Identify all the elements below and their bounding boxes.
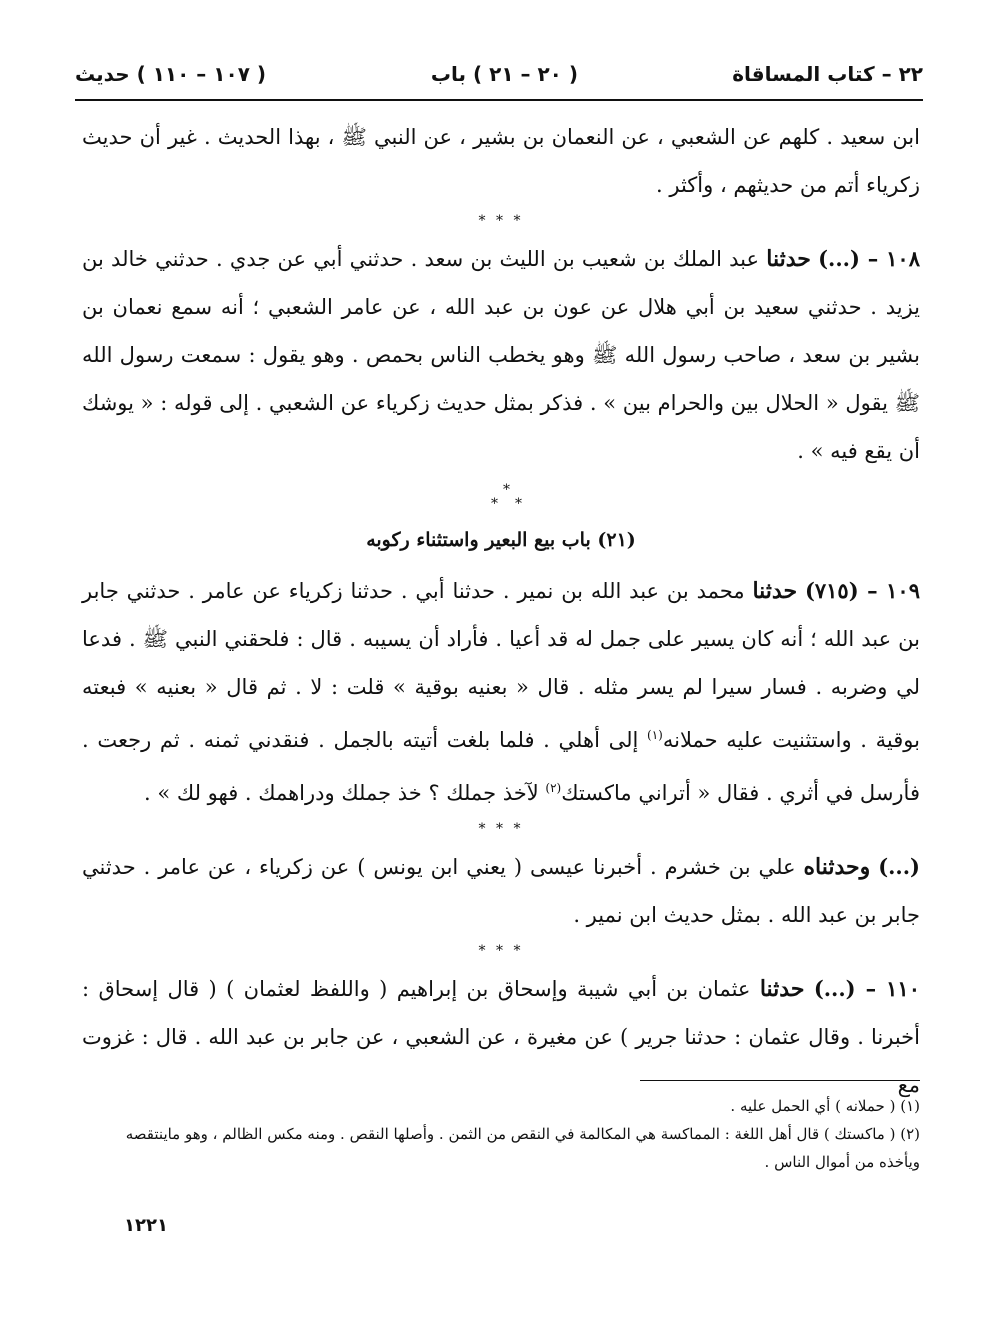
separator-stars: * * * — [478, 943, 524, 959]
hadith-109 — [82, 567, 920, 817]
footnote-2: (٢) ( ماكستك ) قال أهل اللغة : المماكسة هي المكالمة في النقص من الثمن . وأصلها النقص . ومنه مكس الظالم ، وهو ماينتقصه ويأخذه من أموال الناس . — [125, 1125, 920, 1171]
footnote-ref-1[interactable]: (١) — [647, 728, 663, 742]
paragraph-continuation: ابن سعيد . كلهم عن الشعبي ، عن النعمان بن بشير ، عن النبي ﷺ ، بهذا الحديث . غير أن حديث زكرياء أتم من حديثهم ، وأكثر . — [82, 125, 920, 197]
hadith-number: ١٠٨ – (...) — [818, 246, 920, 271]
footnotes — [82, 1092, 920, 1176]
running-header — [75, 62, 923, 92]
separator-stars: * * * — [478, 213, 524, 229]
hadith-text-end: لآخذ جملك ؟ خذ جملك ودراهمك . فهو لك » . — [144, 781, 539, 805]
hadith-text: عثمان بن أبي شيبة وإسحاق بن إبراهيم ( واللفظ لعثمان ) ( قال إسحاق : أخبرنا . وقال عثمان : حدثنا جرير ) عن مغيرة ، عن الشعبي ، عن جابر بن عبد الله . قال : غزوت مع — [82, 977, 920, 1097]
header-hadith-range: ( ١٠٧ – ١١٠ ) حديث — [75, 62, 267, 86]
narration-keyword: حدثنا — [752, 578, 798, 604]
hadith-text: علي بن خشرم . أخبرنا عيسى ( يعني ابن يونس ) عن زكرياء ، عن عامر . حدثني جابر بن عبد الله . بمثل حديث ابن نمير . — [82, 855, 920, 927]
separator-triad — [82, 479, 920, 515]
hadith-108 — [82, 235, 920, 475]
hadith-110 — [82, 965, 920, 1109]
narration-keyword: حدثنا — [766, 246, 811, 272]
footnote-1: (١) ( حملانه ) أي الحمل عليه . — [730, 1097, 920, 1115]
hadith-text: محمد بن عبد الله بن نمير . حدثنا أبي . حدثنا زكرياء عن عامر . حدثني جابر بن عبد الله ؛ أنه كان يسير على جمل له قد أعيا . فأراد أن يسيبه . قال : فلحقني النبي ﷺ . فدعا لي وضربه . فسار سيرا لم يسر مثله . قال « بعنيه بوقية » قلت : لا . ثم قال « بعنيه » فبعته بوقية . واستثنيت عليه حملانه — [82, 579, 920, 752]
footnote-ref-2[interactable]: (٢) — [545, 781, 562, 795]
footnote-divider — [640, 1080, 920, 1081]
header-chapter-range: ( ٢٠ – ٢١ ) باب — [430, 62, 578, 86]
header-book-title: ٢٢ – كتاب المساقاة — [732, 62, 923, 86]
star-mark: * — [515, 496, 522, 512]
main-text — [82, 113, 920, 1109]
page-number: ١٢٢١ — [124, 1215, 168, 1236]
hadith-number: ١٠٩ – (٧١٥) — [804, 578, 920, 603]
separator-stars: * * * — [478, 821, 524, 837]
narration-keyword: حدثنا — [759, 976, 805, 1002]
hadith-number: (...) — [878, 854, 920, 879]
hadith-text: عبد الملك بن شعيب بن الليث بن سعد . حدثني أبي عن جدي . حدثني خالد بن يزيد . حدثني سعيد بن أبي هلال عن عون بن عبد الله ، عن عامر الشعبي ؛ أنه سمع نعمان بن بشير بن سعد ، صاحب رسول الله ﷺ وهو يخطب الناس بحمص . وهو يقول : سمعت رسول الله ﷺ يقول « الحلال بين والحرام بين » . فذكر بمثل حديث زكرياء عن الشعبي . إلى قوله : « يوشك أن يقع فيه » . — [82, 247, 920, 463]
chapter-heading: (٢١) باب بيع البعير واستثناء ركوبه — [366, 529, 636, 551]
hadith-109-variant — [82, 843, 920, 939]
hadith-number: ١١٠ – (...) — [813, 976, 920, 1001]
hadith-text-continued: إلى أهلي . فلما بلغت أتيته بالجمل . فنقدني ثمنه . ثم رجعت . فأرسل في أثري . فقال « أتراني ماكستك — [82, 728, 920, 805]
star-mark: * — [491, 496, 498, 512]
star-mark: * — [503, 482, 510, 498]
header-divider — [75, 99, 923, 101]
narration-keyword: وحدثناه — [803, 854, 871, 880]
